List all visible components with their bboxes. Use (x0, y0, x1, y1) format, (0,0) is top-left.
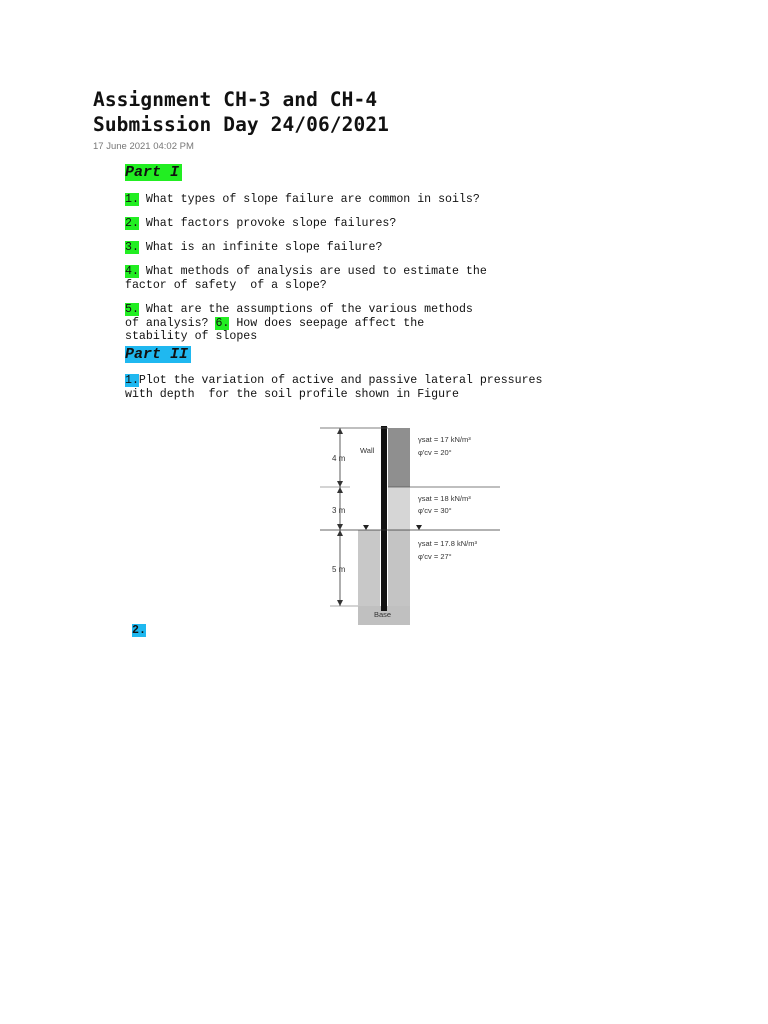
question-number: 2. (125, 217, 139, 230)
question-text: What factors provoke slope failures? (138, 217, 397, 230)
question-1 (125, 193, 595, 207)
part-1-heading: Part I (125, 164, 182, 181)
depth-label-1: 4 m (332, 454, 346, 463)
wall-label: Wall (360, 446, 375, 455)
question-6-text-line-2: stability of slopes (125, 330, 258, 344)
part-2-question-2-number: 2. (132, 624, 146, 637)
title-line-1: Assignment CH-3 and CH-4 (93, 88, 378, 111)
question-text-line-2: with depth for the soil profile shown in Figure (125, 387, 459, 401)
title-line-2: Submission Day 24/06/2021 (93, 113, 389, 136)
depth-label-3: 5 m (332, 565, 346, 574)
question-text-line-2: factor of safety of a slope? (125, 278, 327, 292)
layer-1-gamma: γsat = 17 kN/m³ (418, 435, 471, 444)
question-text: What are the assumptions of the various methods (138, 303, 473, 316)
question-number: 1. (125, 374, 139, 387)
question-number: 1. (125, 193, 139, 206)
layer-2-soil (388, 487, 410, 530)
question-text: What methods of analysis are used to estimate the (138, 265, 487, 278)
depth-label-2: 3 m (332, 506, 346, 515)
question-6-text: How does seepage affect the (229, 316, 425, 330)
soil-profile-figure (320, 418, 525, 628)
layer-3-gamma: γsat = 17.8 kN/m³ (418, 539, 477, 548)
question-5 (125, 303, 595, 344)
wall (381, 426, 387, 611)
timestamp: 17 June 2021 04:02 PM (93, 141, 194, 152)
layer-1-phi: φ′cv = 20° (418, 448, 452, 457)
question-number: 5. (125, 303, 139, 316)
question-4 (125, 265, 595, 292)
base-label: Base (374, 610, 392, 619)
layer-2-phi: φ′cv = 30° (418, 506, 452, 515)
question-text: What is an infinite slope failure? (138, 241, 383, 254)
question-6-number: 6. (215, 316, 230, 330)
part-2-question-1 (125, 374, 595, 401)
question-number: 4. (125, 265, 139, 278)
question-2 (125, 217, 595, 231)
layer-3-phi: φ′cv = 27° (418, 552, 452, 561)
layer-2-gamma: γsat = 18 kN/m³ (418, 494, 471, 503)
assignment-title (93, 87, 389, 137)
layer-1-soil (388, 428, 410, 487)
question-text-line-2: of analysis? (125, 316, 216, 330)
question-text: What types of slope failure are common in soils? (138, 193, 480, 206)
question-text: Plot the variation of active and passive lateral pressures (138, 374, 543, 387)
question-3 (125, 241, 595, 255)
part-2-heading: Part II (125, 346, 191, 363)
question-number: 3. (125, 241, 139, 254)
